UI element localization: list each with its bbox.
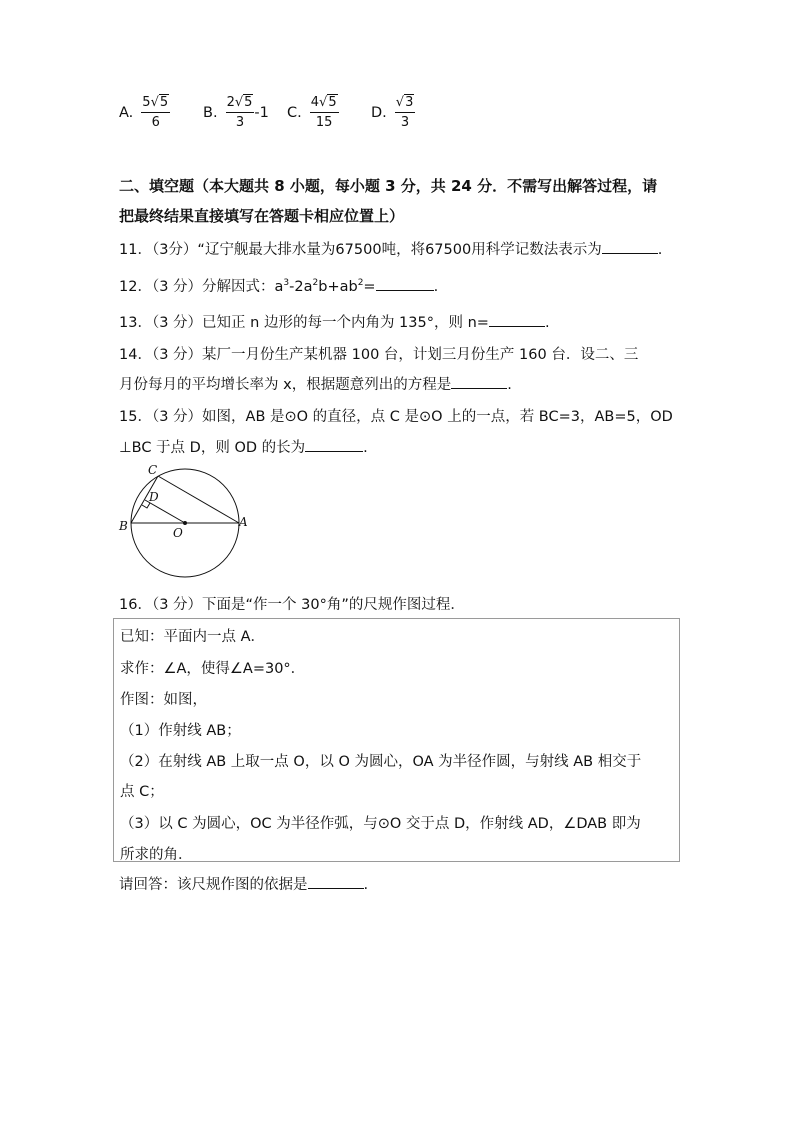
choice-a: [119, 96, 170, 129]
choice-b-radicand: 5: [244, 95, 253, 110]
box-step-3: （3）以 C 为圆心，OC 为半径作弧，与⊙O 交于点 D，作射线 AD，∠DAB 即为: [120, 816, 641, 832]
question-12-mid2: b+ab: [318, 279, 358, 295]
choice-b-denominator: 3: [235, 115, 245, 130]
label-c: C: [148, 463, 158, 477]
choice-b-fraction: $\frac{2√5}{3}$: [226, 95, 253, 130]
question-13-text: 13．（3 分）已知正 n 边形的每一个内角为 135°，则 n=: [119, 315, 489, 331]
answer-prompt: [119, 873, 368, 894]
box-line-given: 已知：平面内一点 A．: [120, 629, 266, 645]
choice-c-radicand: 5: [328, 95, 337, 110]
question-11-blank: [602, 239, 658, 254]
segment-ca: [158, 476, 239, 523]
question-12-sup1: 3: [283, 278, 290, 288]
question-14-text: 月份每月的平均增长率为 x，根据题意列出的方程是: [119, 377, 452, 393]
box-step-2-cont: 点 C；: [120, 784, 164, 800]
box-step-1: （1）作射线 AB；: [120, 723, 241, 739]
question-12-sup2: 2: [312, 278, 319, 288]
question-12-prefix: 12．（3 分）分解因式：a: [119, 279, 284, 295]
label-a: A: [239, 515, 248, 529]
choice-d: [371, 96, 415, 129]
choice-b-label: B.: [203, 104, 218, 121]
question-14-end: .: [507, 377, 512, 393]
choice-a-radicand: 5: [159, 95, 169, 110]
label-b: B: [119, 519, 128, 533]
choice-b-suffix: -1: [254, 104, 269, 121]
label-o: O: [173, 526, 183, 540]
choice-d-radicand: 3: [405, 95, 414, 110]
choice-b-coef: 2: [226, 95, 235, 110]
choice-a-denominator: 6: [151, 115, 160, 130]
question-15-line1: 15．（3 分）如图，AB 是⊙O 的直径，点 C 是⊙O 上的一点，若 BC=3，AB=5，OD: [119, 409, 673, 425]
choice-d-label: D.: [371, 104, 387, 121]
answer-prompt-text: 请回答：该尺规作图的依据是: [119, 877, 308, 893]
choice-a-coef: 5: [142, 95, 151, 110]
question-12-blank: [376, 276, 434, 291]
section-title-line1: 二、填空题（本大题共 8 小题，每小题 3 分，共 24 分．不需写出解答过程，请: [119, 177, 658, 195]
answer-blank: [308, 874, 364, 889]
box-step-2: （2）在射线 AB 上取一点 O，以 O 为圆心，OA 为半径作圆，与射线 AB 相交于: [120, 754, 642, 770]
circle-figure: [114, 460, 254, 585]
construction-box: [113, 618, 680, 862]
choice-a-fraction: $\frac{5√5}{6}$: [142, 95, 169, 130]
question-11-text: 11．（3分）“辽宁舰最大排水量为67500吨，将67500用科学记数法表示为: [119, 242, 602, 258]
label-d: D: [149, 490, 159, 504]
question-14-line2: [119, 373, 512, 394]
question-14-line1: 14．（3 分）某厂一月份生产某机器 100 台，计划三月份生产 160 台．设二、三: [119, 347, 639, 363]
question-12: [119, 275, 438, 296]
question-15-text: ⊥BC 于点 D，则 OD 的长为: [119, 440, 306, 456]
choice-d-fraction: $\frac{√3}{3}$: [395, 95, 414, 130]
question-15-line2: [119, 436, 368, 457]
choice-c-coef: 4: [310, 95, 320, 110]
section-title-line2: 把最终结果直接填写在答题卡相应位置上）: [119, 207, 405, 225]
choice-b: [203, 96, 269, 129]
question-13-blank: [489, 312, 545, 327]
question-15-blank: [305, 437, 363, 452]
question-11: [119, 238, 662, 259]
box-line-construction: 作图：如图，: [120, 692, 207, 708]
question-13: [119, 311, 550, 332]
question-12-eq: =: [363, 279, 376, 295]
question-13-end: .: [544, 315, 550, 331]
question-14-blank: [451, 374, 507, 389]
question-11-end: .: [657, 242, 663, 258]
choice-c: [287, 96, 339, 129]
answer-prompt-end: .: [363, 877, 369, 893]
box-step-3-cont: 所求的角．: [120, 847, 193, 863]
choice-c-denominator: 15: [315, 115, 333, 130]
choice-a-label: A.: [119, 104, 134, 121]
choice-c-label: C.: [287, 104, 302, 121]
box-line-required: 求作：∠A，使得∠A=30°．: [120, 661, 306, 677]
question-12-end: .: [433, 279, 439, 295]
question-15-end: .: [363, 440, 368, 456]
question-12-sup3: 2: [357, 278, 364, 288]
choice-d-denominator: 3: [400, 115, 410, 130]
choice-c-fraction: $\frac{4√5}{15}$: [310, 95, 337, 130]
question-12-mid1: -2a: [289, 279, 313, 295]
question-16: 16．（3 分）下面是“作一个 30°角”的尺规作图过程．: [119, 597, 465, 613]
center-point: [183, 521, 187, 525]
